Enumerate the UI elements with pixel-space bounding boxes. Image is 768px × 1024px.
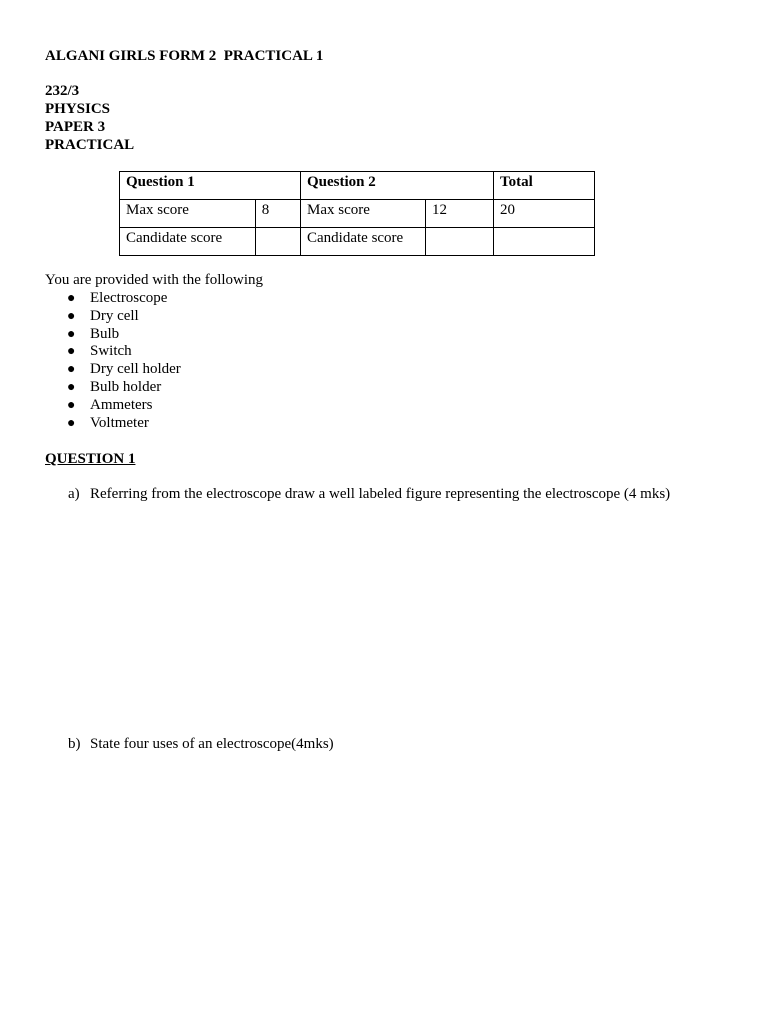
list-item [60, 379, 181, 397]
paper-number: PAPER 3 [45, 119, 106, 135]
question-1b-text: State four uses of an electroscope(4mks) [90, 736, 334, 752]
score-table-header-row [120, 172, 595, 200]
document-title: ALGANI GIRLS FORM 2 PRACTICAL 1 [45, 48, 324, 64]
list-item [60, 290, 181, 308]
apparatus-item-label: Dry cell [90, 307, 139, 324]
candidate-score-value-q2 [426, 228, 494, 256]
list-item [60, 361, 181, 379]
max-score-value-q1: 8 [255, 200, 300, 228]
paper-code: 232/3 [45, 83, 80, 99]
question-1b [68, 735, 334, 753]
question-1a-label: a) [68, 486, 80, 502]
apparatus-item-label: Electroscope [90, 290, 168, 306]
question-1-heading: QUESTION 1 [45, 451, 136, 467]
list-item [60, 326, 181, 344]
max-score-label-q1: Max score [120, 200, 256, 228]
question-1a-text: Referring from the electroscope draw a well labeled figure representing the electroscope (4 mks) [90, 486, 671, 502]
apparatus-item-label: Bulb holder [90, 378, 162, 395]
bullet-icon: ● [67, 326, 76, 342]
bullet-icon: ● [67, 308, 76, 324]
apparatus-intro: You are provided with the following [45, 272, 264, 288]
question-1-header: Question 1 [120, 172, 301, 200]
apparatus-item-label: Bulb [90, 325, 120, 342]
paper-subject: PHYSICS [45, 101, 111, 117]
max-score-value-q2: 12 [426, 200, 494, 228]
apparatus-list [60, 290, 181, 432]
max-score-label-q2: Max score [301, 200, 426, 228]
score-table [119, 171, 595, 256]
list-item [60, 415, 181, 433]
apparatus-item-label: Ammeters [90, 396, 153, 413]
bullet-icon: ● [67, 397, 76, 413]
bullet-icon: ● [67, 415, 76, 431]
bullet-icon: ● [67, 291, 76, 306]
apparatus-item-label: Switch [90, 343, 132, 360]
list-item [60, 343, 181, 361]
candidate-score-label-q2: Candidate score [301, 228, 426, 256]
question-1a [68, 485, 670, 503]
paper-type: PRACTICAL [45, 137, 135, 153]
max-score-row [120, 200, 595, 228]
apparatus-item-label: Dry cell holder [90, 361, 181, 378]
bullet-icon: ● [67, 344, 76, 360]
list-item [60, 397, 181, 415]
candidate-score-label-q1: Candidate score [120, 228, 256, 256]
candidate-score-value-q1 [255, 228, 300, 256]
question-1b-label: b) [68, 736, 81, 752]
candidate-score-total [494, 228, 595, 256]
candidate-score-row [120, 228, 595, 256]
bullet-icon: ● [67, 362, 76, 378]
max-score-total: 20 [494, 200, 595, 228]
apparatus-item-label: Voltmeter [90, 414, 149, 431]
list-item [60, 308, 181, 326]
paper-header [45, 82, 134, 154]
bullet-icon: ● [67, 379, 76, 395]
total-header: Total [494, 172, 595, 200]
question-2-header: Question 2 [301, 172, 494, 200]
